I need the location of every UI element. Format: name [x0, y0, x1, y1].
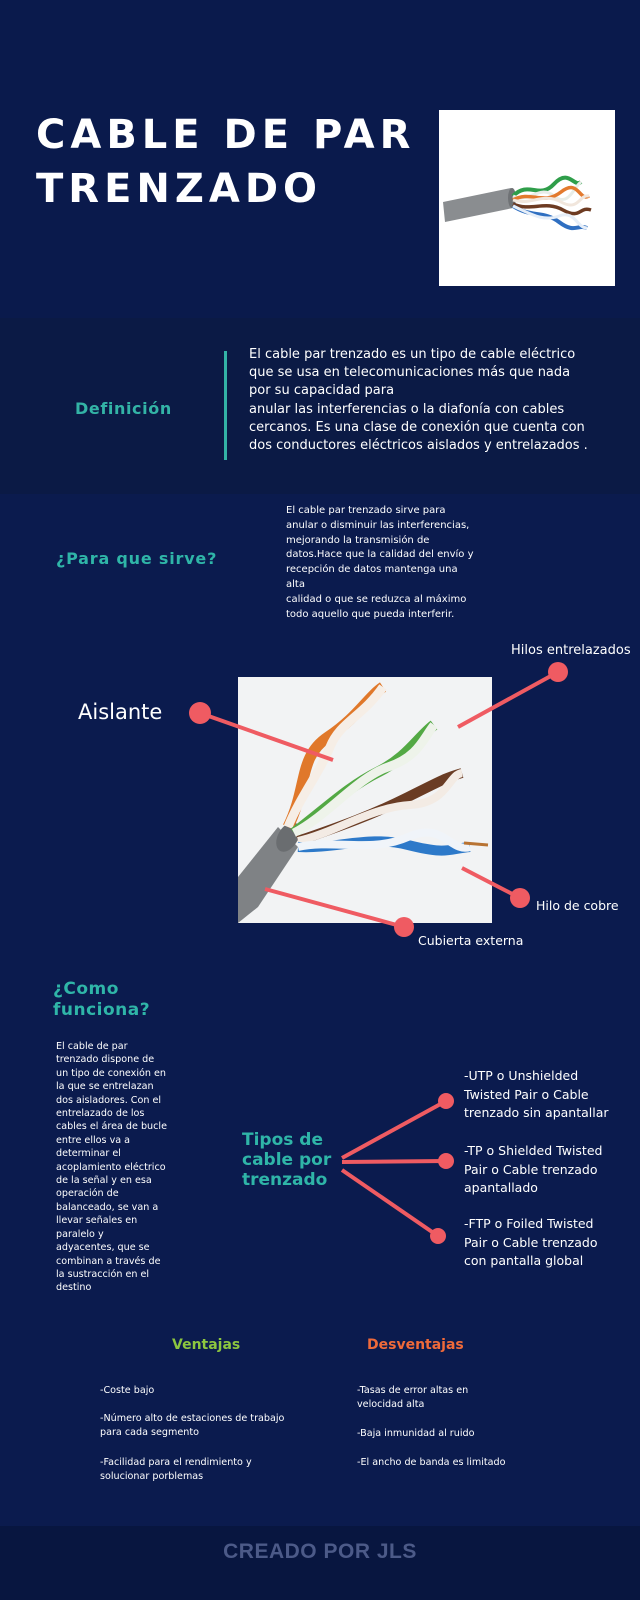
- list-item: -El ancho de banda es limitado: [357, 1457, 506, 1468]
- definition-label: Definición: [75, 399, 172, 418]
- label-hilo-de-cobre: Hilo de cobre: [536, 898, 619, 913]
- footer-credit: CREADO POR JLS: [223, 1540, 417, 1563]
- aislante-pointer-line: [200, 713, 333, 760]
- type-stp: -TP o Shielded Twisted Pair o Cable trenzado apantallado: [464, 1143, 603, 1196]
- disadvantages-title: Desventajas: [367, 1337, 464, 1353]
- type-utp: -UTP o Unshielded Twisted Pair o Cable trenzado sin apantallar: [464, 1068, 609, 1121]
- purpose-label: ¿Para que sirve?: [56, 549, 218, 568]
- tipo1-connector: [342, 1101, 446, 1158]
- list-item: -Baja inmunidad al ruido: [357, 1428, 475, 1439]
- aislante-pointer-dot: [189, 702, 211, 724]
- tipo3-dot: [430, 1228, 446, 1244]
- advantages-title: Ventajas: [172, 1337, 241, 1353]
- label-aislante: Aislante: [78, 700, 163, 724]
- hilos-pointer-line: [458, 672, 558, 727]
- types-label: Tipos de cable por trenzado: [242, 1130, 332, 1190]
- tipo2-dot: [438, 1153, 454, 1169]
- label-cubierta-externa: Cubierta externa: [418, 933, 524, 948]
- tipo2-connector: [342, 1161, 446, 1162]
- tipo1-dot: [438, 1093, 454, 1109]
- how-it-works-label: ¿Como funciona?: [53, 979, 151, 1020]
- cobre-pointer-dot: [510, 888, 530, 908]
- type-ftp: -FTP o Foiled Twisted Pair o Cable trenzado con pantalla global: [464, 1216, 598, 1269]
- tipo3-connector: [342, 1170, 438, 1236]
- definition-text: El cable par trenzado es un tipo de cable eléctrico que se usa en telecomunicaciones más que nada por su capacidad para anular las interferencias o la diafonía con cables cercanos. Es una clase de conexión que cuenta con dos conductores eléctricos aislados y entrelazados .: [249, 347, 588, 454]
- disadvantages-list: [357, 1384, 572, 1484]
- how-it-works-text: El cable de par trenzado dispone de un tipo de conexión en la que se entrelazan dos aisladores. Con el entrelazado de los cables el área de bucle entre ellos va a determinar el acoplamiento eléctrico de la señal y en esa operación de balanceado, se van a llevar señales en paralelo y adyacentes, que se combinan a través de la sustracción en el destino: [56, 1041, 167, 1294]
- purpose-text: El cable par trenzado sirve para anular o disminuir las interferencias, mejorando la transmisión de datos.Hace que la calidad del envío y recepción de datos mantenga una alta calidad o que se reduzca al máximo todo aquello que pueda interferir.: [286, 505, 474, 620]
- list-item: -Número alto de estaciones de trabajo para cada segmento: [100, 1413, 285, 1439]
- list-item: -Tasas de error altas en velocidad alta: [357, 1385, 469, 1411]
- hilos-pointer-dot: [548, 662, 568, 682]
- cubierta-pointer-dot: [394, 917, 414, 937]
- list-item: -Facilidad para el rendimiento y solucionar porblemas: [100, 1457, 252, 1483]
- label-hilos-entrelazados: Hilos entrelazados: [511, 643, 631, 658]
- list-item: -Coste bajo: [100, 1385, 155, 1396]
- cubierta-pointer-line: [265, 889, 404, 927]
- page-title: CABLE DE PAR TRENZADO: [36, 112, 416, 212]
- advantages-list: [100, 1384, 315, 1484]
